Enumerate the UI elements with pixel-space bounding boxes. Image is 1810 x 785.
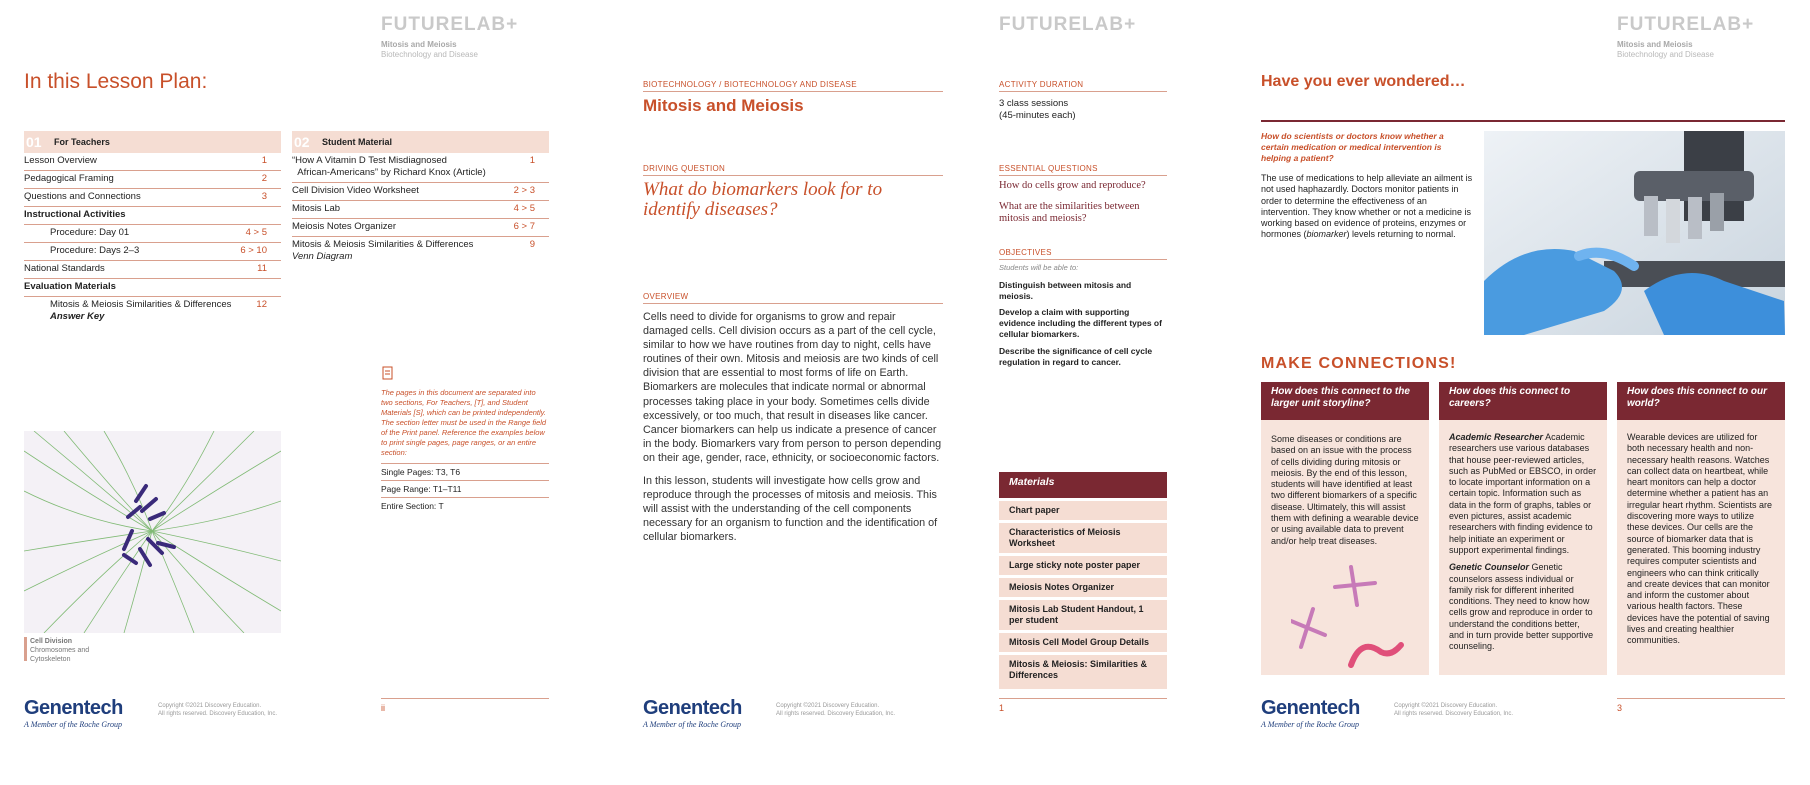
material-item: Characteristics of Meiosis Worksheet: [999, 523, 1167, 553]
career-title: Academic Researcher: [1449, 432, 1544, 442]
cell-division-image: [24, 431, 281, 633]
toc-row-label: Procedure: Day 01: [50, 227, 130, 238]
objectives-intro: Students will be able to:: [999, 263, 1079, 272]
print-note-text: The pages in this document are separated into two sections, For Teachers, [T], and Student Materials [S], which can be printed independently. The section letter must be used in the Range field of the Print panel. Reference the examples below to print single pages, page ranges, or an entire section:: [381, 388, 547, 457]
connection-box-storyline: [1261, 382, 1429, 675]
toc-row: [24, 279, 281, 297]
toc-row-title: Mitosis & Meiosis Similarities & Differences: [50, 299, 232, 310]
toc-row-page: 12: [256, 299, 267, 310]
toc-row-page: 2: [261, 173, 267, 184]
cell-division-illustration: [24, 431, 281, 633]
toc-row-label: [50, 299, 231, 323]
materials-box: [999, 472, 1167, 689]
objectives-label: OBJECTIVES: [999, 248, 1167, 260]
breadcrumb: BIOTECHNOLOGY / BIOTECHNOLOGY AND DISEASE: [643, 80, 943, 92]
header-unit: Biotechnology and Disease: [1617, 50, 1714, 59]
duration-label: ACTIVITY DURATION: [999, 80, 1167, 92]
material-item: Mitosis Lab Student Handout, 1 per student: [999, 600, 1167, 630]
toc-row[interactable]: [24, 153, 281, 171]
answer-text: ) levels returning to normal.: [1346, 229, 1456, 240]
wondered-answer: [1261, 173, 1476, 241]
essential-question: How do cells grow and reproduce?: [999, 180, 1146, 191]
company-name: Genentech: [643, 697, 742, 719]
print-example: Page Range: T1–T11: [381, 480, 549, 497]
microscope-photo: [1484, 131, 1785, 335]
connection-box-world: [1617, 382, 1785, 675]
toc-row[interactable]: [292, 237, 549, 266]
connection-box-header: How does this connect to our world?: [1617, 382, 1785, 420]
toc-row-page: 11: [257, 263, 267, 274]
connections-title: MAKE CONNECTIONS!: [1261, 355, 1457, 372]
caption-bar: [24, 637, 27, 661]
toc-row-label: Evaluation Materials: [24, 281, 116, 292]
toc-row-subtitle: Venn Diagram: [292, 251, 353, 262]
copyright-line: Copyright ©2021 Discovery Education.: [1394, 703, 1498, 709]
toc-row[interactable]: [24, 297, 281, 326]
objective-item: Develop a claim with supporting evidence including the different types of cellular biomarkers.: [999, 307, 1162, 339]
header-lesson: Mitosis and Meiosis: [1617, 40, 1693, 49]
material-item: Mitosis & Meiosis: Similarities & Differences: [999, 655, 1167, 689]
toc-row-label: Lesson Overview: [24, 155, 97, 166]
toc-row-label: Instructional Activities: [24, 209, 126, 220]
image-caption: [30, 637, 110, 664]
objectives: [999, 263, 1167, 367]
connection-box-body: Wearable devices are utilized for both necessary health and non-necessary health reasons. Watches can collect data on heartbeat, while heart monitors can help a doctor determine whether a patient has an irregular heart rhythm. Scientists are discovering more ways to utilize these devices. Our cells are the source of biomarker data that is generated. This booming industry requires computer scientists and engineers who can think critically and create devices that can monitor and inform the customer about various health factors. These devices have the potential of saving lives and creating healthier communities.: [1627, 432, 1773, 646]
copyright: [1394, 702, 1513, 718]
print-icon: [381, 366, 395, 380]
futurelab-logo: FUTURELAB+: [381, 14, 519, 35]
header-subtitle: [381, 40, 478, 60]
toc-row-page: 2 > 3: [513, 185, 535, 196]
essential-questions: [999, 180, 1167, 226]
page-number: 3: [1617, 703, 1623, 713]
toc-row-label: Mitosis Lab: [292, 203, 341, 214]
toc-row[interactable]: [24, 243, 281, 261]
connection-box-header: How does this connect to the larger unit storyline?: [1261, 382, 1429, 420]
toc-row: [24, 207, 281, 225]
toc-row-page: 1: [529, 155, 535, 166]
company-tagline: A Member of the Roche Group: [643, 720, 741, 729]
material-item: Large sticky note poster paper: [999, 556, 1167, 575]
genentech-logo: [24, 697, 123, 729]
company-name: Genentech: [24, 697, 123, 719]
toc-row[interactable]: [292, 201, 549, 219]
chromosome-illustration: [1291, 557, 1411, 675]
copyright-line: All rights reserved. Discovery Education, Inc.: [776, 711, 896, 717]
toc-row-title: Mitosis & Meiosis Similarities & Differences: [292, 239, 474, 250]
duration-value: [999, 98, 1076, 122]
page-number: ii: [381, 703, 385, 713]
toc-row[interactable]: [24, 261, 281, 279]
career-title: Genetic Counselor: [1449, 562, 1530, 573]
essential-label: ESSENTIAL QUESTIONS: [999, 164, 1167, 176]
footer-line: [999, 698, 1167, 699]
copyright-line: All rights reserved. Discovery Education, Inc.: [1394, 711, 1514, 717]
toc-row-label: [292, 239, 473, 263]
toc-row-label: Meiosis Notes Organizer: [292, 221, 397, 232]
company-tagline: A Member of the Roche Group: [24, 720, 122, 729]
toc-row-page: 3: [261, 191, 267, 202]
print-example: Single Pages: T3, T6: [381, 463, 549, 480]
connection-box-body: Some diseases or conditions are based on an issue with the process of cells dividing during mitosis or meiosis. By the end of this lesson, students will have identified at least two different biomarkers of a specific disease. Ultimately, this will assist them with defining a wearable device or using available data to prevent and/or help treat diseases.: [1271, 434, 1419, 546]
toc-row-page: 6 > 10: [240, 245, 267, 256]
objective-item: Distinguish between mitosis and meiosis.: [999, 279, 1132, 301]
page-title: In this Lesson Plan:: [24, 70, 208, 93]
wondered-question: How do scientists or doctors know whether a certain medication or medical intervention is helping a patient?: [1261, 131, 1444, 163]
header-unit: Biotechnology and Disease: [381, 50, 478, 59]
duration-line: 3 class sessions: [999, 98, 1069, 109]
futurelab-logo: FUTURELAB+: [1617, 14, 1755, 35]
toc-row-label: Questions and Connections: [24, 191, 141, 202]
duration-line: (45-minutes each): [999, 110, 1076, 121]
page-title: Have you ever wondered…: [1261, 73, 1466, 90]
print-note: [381, 366, 549, 514]
career-text: Academic researchers use various databases that house peer-reviewed articles, such as PubMed or EBSCO, in order to locate important information on a certain topic. Information such as data in the form of graphs, tables or even pictures, assist academic researchers with finding evidence to help initiate an experiment or support experimental findings.: [1449, 432, 1597, 555]
materials-header: Materials: [999, 472, 1167, 498]
copyright: [776, 702, 895, 718]
toc-section-header: [24, 131, 281, 153]
company-name: Genentech: [1261, 697, 1360, 719]
genentech-logo: [643, 697, 742, 729]
material-item: Meiosis Notes Organizer: [999, 578, 1167, 597]
toc-row[interactable]: [292, 183, 549, 201]
toc-row[interactable]: [24, 171, 281, 189]
overview-paragraph: In this lesson, students will investigate how cells grow and reproduce through the processes of mitosis and meiosis. This will assist with the understanding of the cell components necessary for an organism to function and the identification of cellular biomarkers.: [643, 475, 938, 544]
toc-section-label: For Teachers: [54, 137, 110, 147]
page-title: Mitosis and Meiosis: [643, 96, 804, 115]
footer-line: [381, 698, 549, 699]
answer-text: The use of medications to help alleviate an ailment is not used haphazardly. Doctors monitor patients in order to determine the effectiveness of an intervention. They know whether or not a medicine is working based on evidence of proteins, enzymes or hormones (: [1261, 173, 1473, 240]
connection-box-header: How does this connect to careers?: [1439, 382, 1607, 420]
copyright-line: Copyright ©2021 Discovery Education.: [776, 703, 880, 709]
toc-section-label: Student Material: [322, 137, 393, 147]
material-item: Chart paper: [999, 501, 1167, 520]
title-rule: [1261, 120, 1785, 122]
objective-item: Describe the significance of cell cycle regulation in regard to cancer.: [999, 345, 1153, 367]
toc-for-teachers: [24, 131, 281, 326]
overview-paragraph: Cells need to divide for organisms to grow and repair damaged cells. Cell division occurs as a part of the cell cycle, similar to how we have routines from day to night, cells have routines of their own. Mitosis and meiosis are two kinds of cell division that are essential to most forms of life on Earth. Biomarkers are molecules that indicate normal or abnormal processes taking place in your body. Sometimes cells divide excessively, or too much, that result in diseases like cancer. Cancer biomarkers can help us indicate a presence of cancer in the body. Biomarkers vary from person to person depending on their age, gender, race, ethnicity, or socioeconomic factors.: [643, 311, 942, 464]
microscope-illustration: [1484, 131, 1785, 335]
toc-section-header: [292, 131, 549, 153]
copyright-line: Copyright ©2021 Discovery Education.: [158, 703, 262, 709]
answer-emphasis: biomarker: [1306, 229, 1347, 240]
toc-row-page: 6 > 7: [513, 221, 535, 232]
connection-box-body: [1439, 420, 1607, 663]
caption-title: Cell Division: [30, 638, 73, 645]
caption-body: Chromosomes and Cytoskeleton: [30, 647, 90, 663]
toc-row-label: Cell Division Video Worksheet: [292, 185, 419, 196]
toc-row-page: 1: [261, 155, 267, 166]
page-number: 1: [999, 703, 1005, 713]
toc-row-page: 4 > 5: [513, 203, 535, 214]
toc-row[interactable]: [24, 225, 281, 243]
toc-row-title: “How A Vitamin D Test Misdiagnosed: [292, 155, 447, 166]
essential-question: What are the similarities between mitosis and meiosis?: [999, 200, 1140, 224]
toc-row-page: 9: [529, 239, 535, 250]
toc-row-title-cont: African-Americans” by Richard Knox (Article): [297, 167, 486, 178]
print-example: Entire Section: T: [381, 497, 549, 514]
material-item: Mitosis Cell Model Group Details: [999, 633, 1167, 652]
company-tagline: A Member of the Roche Group: [1261, 720, 1359, 729]
header-lesson: Mitosis and Meiosis: [381, 40, 457, 49]
header-subtitle: [1617, 40, 1714, 60]
copyright: [158, 702, 277, 718]
connection-box-careers: [1439, 382, 1607, 675]
copyright-line: All rights reserved. Discovery Education, Inc.: [158, 711, 278, 717]
toc-row-subtitle: Answer Key: [50, 311, 105, 322]
genentech-logo: [1261, 697, 1360, 729]
toc-row[interactable]: [292, 219, 549, 237]
toc-row[interactable]: [292, 153, 549, 183]
toc-row-label: Procedure: Days 2–3: [50, 245, 140, 256]
overview-label: OVERVIEW: [643, 292, 943, 304]
driving-question-label: DRIVING QUESTION: [643, 164, 943, 176]
career-text: Genetic counselors assess individual or family risk for different inherited conditions. They need to know how cells grow and reproduce in order to understand the conditions better, and in turn provide better supportive counseling.: [1449, 562, 1594, 652]
futurelab-logo: FUTURELAB+: [999, 14, 1137, 35]
toc-student-material: [292, 131, 549, 266]
driving-question: What do biomarkers look for to identify diseases?: [643, 179, 883, 220]
toc-row-label: National Standards: [24, 263, 105, 274]
toc-row-label: Pedagogical Framing: [24, 173, 114, 184]
overview-text: [643, 310, 943, 545]
toc-row[interactable]: [24, 189, 281, 207]
toc-section-number: 01: [26, 134, 42, 150]
footer-line: [1617, 698, 1785, 699]
toc-row-label: [292, 155, 486, 179]
toc-section-number: 02: [294, 134, 310, 150]
toc-row-page: 4 > 5: [245, 227, 267, 238]
